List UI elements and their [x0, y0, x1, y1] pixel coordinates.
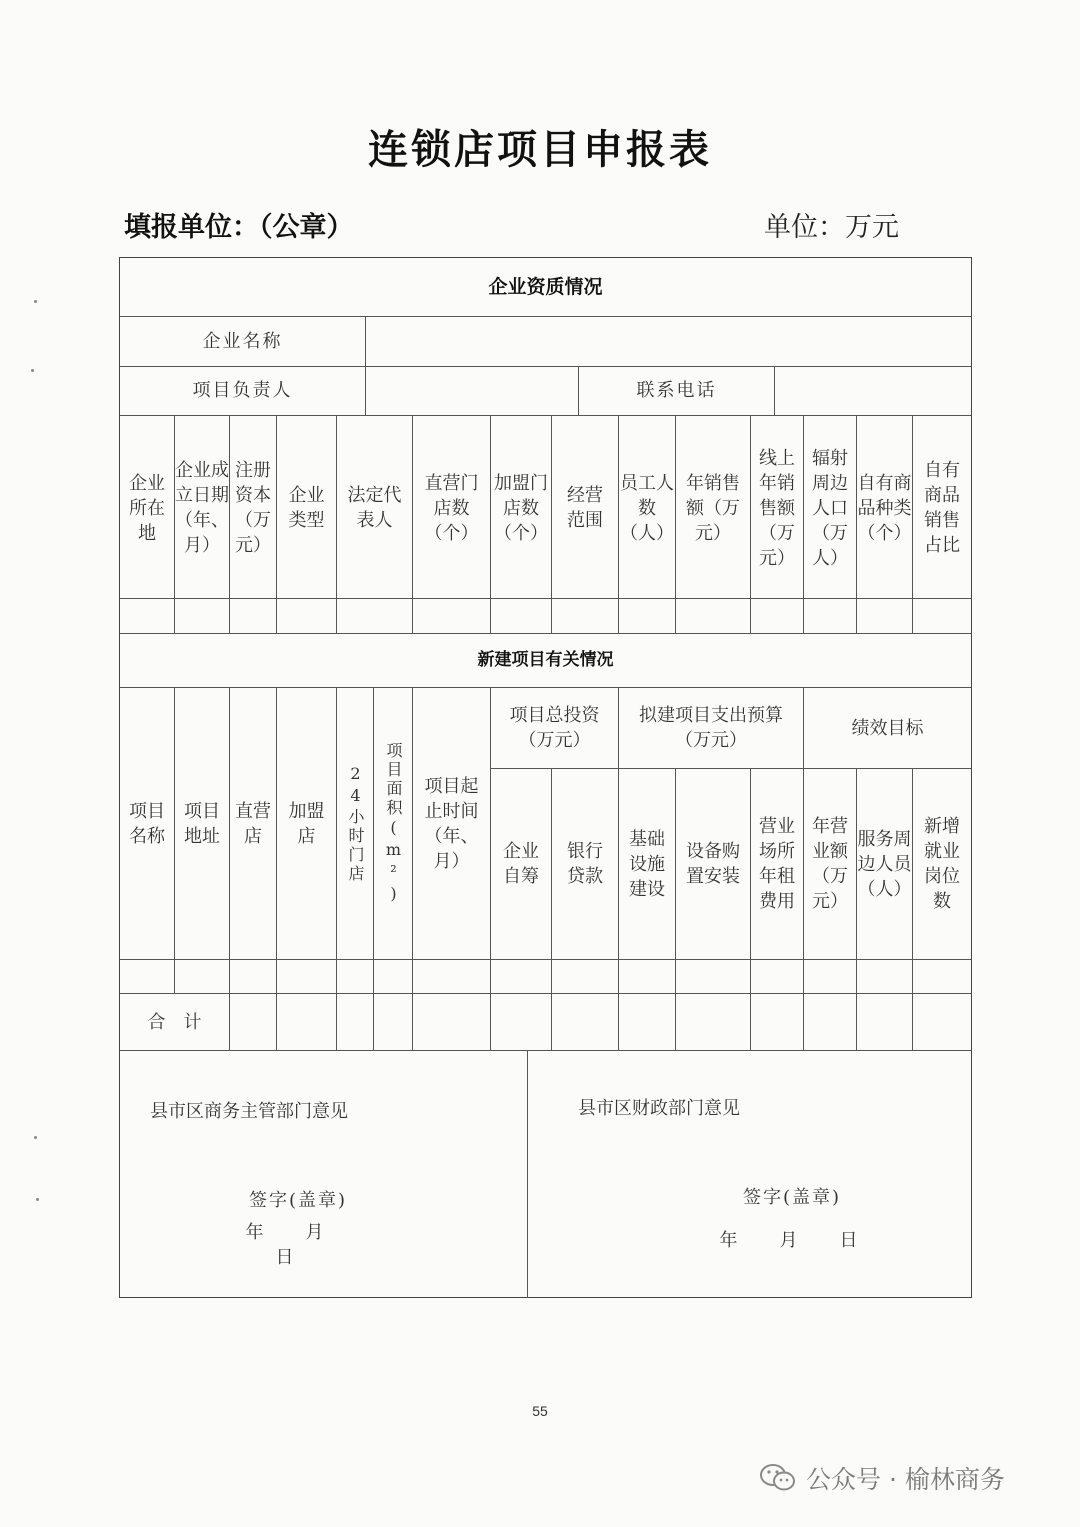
col-founding-date: 企业成立日期（年、月）	[175, 460, 229, 556]
col-own-product-types: 自有商品种类（个）	[857, 472, 912, 544]
contact-phone-label: 联系电话	[636, 380, 717, 401]
sub-self-raised: 企业自筹	[503, 841, 539, 887]
wechat-watermark	[760, 1458, 1005, 1498]
col-registered-capital: 注册资本（万元）	[235, 460, 271, 556]
col-franchise-store: 加盟店	[288, 800, 325, 847]
col-annual-sales: 年销售额（万元）	[686, 472, 740, 544]
wechat-icon	[760, 1463, 796, 1493]
col-direct-stores: 直营门店数（个）	[424, 472, 479, 544]
col-business-scope: 经营范围	[567, 485, 603, 531]
watermark-text: 公众号 · 榆林商务	[806, 1465, 1005, 1494]
page-number: 55	[532, 1403, 548, 1419]
project-lead-field[interactable]	[366, 366, 578, 415]
sub-infrastructure: 基础设施建设	[629, 828, 665, 900]
group-expenditure-budget: 拟建项目支出预算（万元）	[639, 705, 783, 751]
col-company-type: 企业类型	[288, 485, 325, 531]
contact-phone-field[interactable]	[775, 366, 971, 415]
col-project-period: 项目起止时间（年、月）	[424, 775, 479, 872]
col-company-location: 企业所在地	[129, 472, 165, 544]
group-performance-target: 绩效目标	[851, 717, 924, 739]
total-label: 合 计	[147, 1011, 202, 1033]
form-title: 连锁店项目申报表	[368, 126, 712, 173]
section-title-qualification: 企业资质情况	[488, 275, 603, 298]
col-24h-store: 24小时门店	[346, 763, 365, 884]
sub-rent: 营业场所年租费用	[759, 816, 795, 912]
col-franchise-stores: 加盟门店数（个）	[494, 472, 548, 544]
col-project-address: 项目地址	[184, 800, 220, 847]
commerce-opinion-label: 县市区商务主管部门意见	[150, 1100, 348, 1122]
commerce-signature-label: 签字(盖章)	[248, 1189, 348, 1211]
col-radiated-population: 辐射周边人口（万人）	[812, 447, 848, 569]
col-project-name: 项目名称	[129, 800, 165, 847]
company-name-label: 企业名称	[202, 330, 283, 352]
col-own-product-share: 自有商品销售占比	[924, 460, 960, 556]
finance-date-label: 年 月 日	[719, 1229, 860, 1251]
sub-equipment: 设备购置安装	[686, 841, 740, 887]
col-project-area: 项目面积(m²)	[384, 741, 403, 906]
commerce-date-label: 年 月 日	[245, 1222, 366, 1268]
project-lead-label: 项目负责人	[192, 380, 293, 401]
col-direct-store: 直营店	[235, 800, 271, 847]
finance-signature-label: 签字(盖章)	[742, 1186, 842, 1208]
application-form-table	[119, 257, 972, 1298]
sub-new-jobs: 新增就业岗位数	[924, 816, 960, 912]
section-title-new-project: 新建项目有关情况	[477, 649, 614, 670]
col-employees: 员工人数（人）	[620, 472, 674, 544]
company-name-field[interactable]	[366, 316, 971, 366]
money-unit-label: 单位：万元	[764, 212, 899, 243]
sub-annual-revenue: 年营业额（万元）	[812, 816, 848, 912]
fill-unit-label: 填报单位：（公章）	[124, 212, 354, 243]
group-total-investment: 项目总投资（万元）	[509, 705, 600, 751]
finance-opinion-label: 县市区财政部门意见	[578, 1097, 740, 1119]
sub-people-served: 服务周边人员（人）	[857, 828, 912, 900]
sub-bank-loan: 银行贷款	[567, 841, 603, 887]
col-online-sales: 线上年销售额（万元）	[759, 447, 795, 569]
col-legal-representative: 法定代表人	[347, 485, 402, 531]
